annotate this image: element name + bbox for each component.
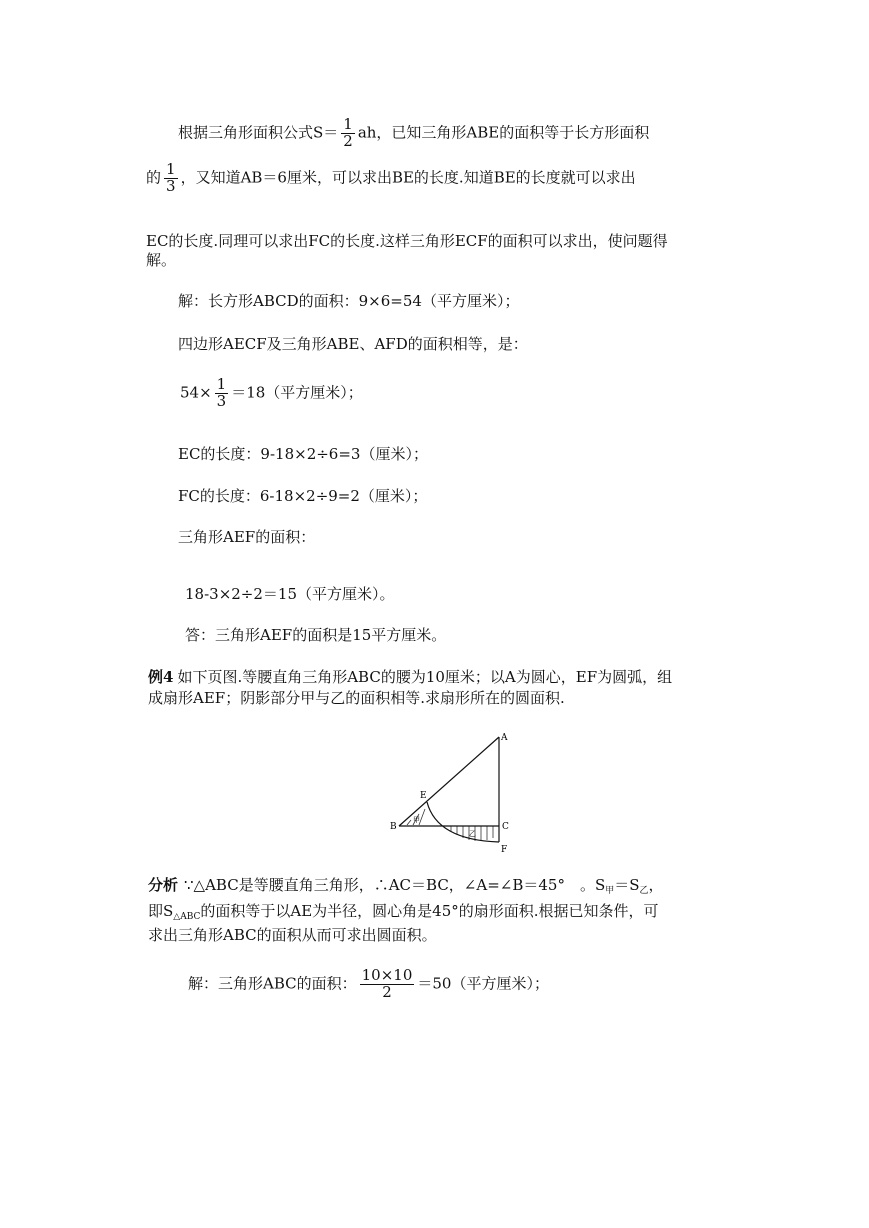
para1-line2 — [146, 162, 636, 195]
example4-line1 — [148, 668, 672, 686]
solution1-step1: 解：长方形ABCD的面积：9×6=54（平方厘米）； — [178, 292, 520, 310]
fraction-denominator: 3 — [166, 176, 176, 195]
solution1-step3-a: 54× — [180, 383, 212, 402]
label-c: C — [502, 822, 509, 832]
fraction-one-half — [341, 117, 355, 150]
solution1-step3-b: ＝18（平方厘米）； — [231, 383, 363, 402]
analysis-tag: 分析 — [148, 876, 179, 894]
solution1-step2: 四边形AECF及三角形ABE、AFD的面积相等，是： — [178, 335, 528, 353]
para1-line4: 解。 — [146, 251, 177, 269]
para1-line3: EC的长度.同理可以求出FC的长度.这样三角形ECF的面积可以求出，使问题得 — [146, 232, 668, 250]
label-f: F — [501, 845, 508, 855]
fraction-numerator: 10×10 — [361, 966, 413, 984]
label-jia: 甲 — [413, 816, 420, 824]
solution1-step6: 三角形AEF的面积： — [178, 528, 316, 546]
para1-line2-b: ，又知道AB＝6厘米，可以求出BE的长度.知道BE的长度就可以求出 — [180, 168, 636, 187]
subscript-jia: 甲 — [605, 886, 615, 896]
example4-line2: 成扇形AEF；阴影部分甲与乙的面积相等.求扇形所在的圆面积. — [148, 689, 565, 707]
fraction-numerator: 1 — [166, 160, 176, 178]
solution1-answer: 答：三角形AEF的面积是15平方厘米。 — [185, 626, 447, 644]
solution1-step4: EC的长度：9-18×2÷6=3（厘米）； — [178, 445, 428, 463]
fraction-one-third — [164, 162, 178, 195]
analysis-line3: 求出三角形ABC的面积从而可求出圆面积。 — [148, 926, 437, 944]
para1-line2-a: 的 — [146, 168, 162, 187]
solution2-pre: 解：三角形ABC的面积： — [188, 974, 357, 993]
analysis-line1-c: ， — [648, 876, 664, 894]
side-ab — [399, 737, 499, 826]
solution1-step3 — [180, 377, 363, 410]
solution1-step7: 18-3×2÷2＝15（平方厘米）。 — [185, 585, 395, 603]
triangle-figure — [385, 728, 525, 858]
fraction-numerator: 1 — [216, 375, 227, 393]
subscript-yi: 乙 — [639, 886, 649, 896]
analysis-line2 — [148, 902, 659, 923]
fraction-denominator: 2 — [343, 131, 353, 150]
label-a: A — [501, 733, 508, 743]
para1-line1-a: 根据三角形面积公式S＝ — [178, 123, 339, 142]
analysis-line2-b: 的面积等于以AE为半径，圆心角是45°的扇形面积.根据已知条件，可 — [200, 902, 659, 920]
fraction-ten-times-ten-over-two — [360, 968, 415, 1001]
subscript-triangle-abc: △ABC — [173, 912, 201, 922]
solution2-line — [188, 968, 549, 1001]
example4-line1-text: 如下页图.等腰直角三角形ABC的腰为10厘米；以A为圆心，EF为圆弧，组 — [177, 668, 673, 686]
solution2-post: ＝50（平方厘米）； — [417, 974, 549, 993]
example4-tag: 例4 — [148, 668, 174, 686]
analysis-line1-a: ∵△ABC是等腰直角三角形，∴AC＝BC，∠A=∠B＝45° 。S — [184, 876, 606, 894]
fraction-denominator: 2 — [382, 982, 392, 1001]
para1-line1-b: ah，已知三角形ABE的面积等于长方形面积 — [357, 123, 650, 142]
analysis-line2-a: 即S — [148, 902, 174, 920]
fraction-denominator: 3 — [216, 391, 227, 410]
solution1-step5: FC的长度：6-18×2÷9=2（厘米）； — [178, 487, 428, 505]
label-e: E — [420, 791, 427, 801]
label-yi: 乙 — [469, 830, 476, 838]
fraction-numerator: 1 — [343, 115, 353, 133]
label-b: B — [390, 822, 397, 832]
para1-line1 — [178, 117, 649, 150]
analysis-line1-b: ＝S — [614, 876, 640, 894]
analysis-line1 — [148, 876, 664, 897]
fraction-one-third — [215, 377, 229, 410]
